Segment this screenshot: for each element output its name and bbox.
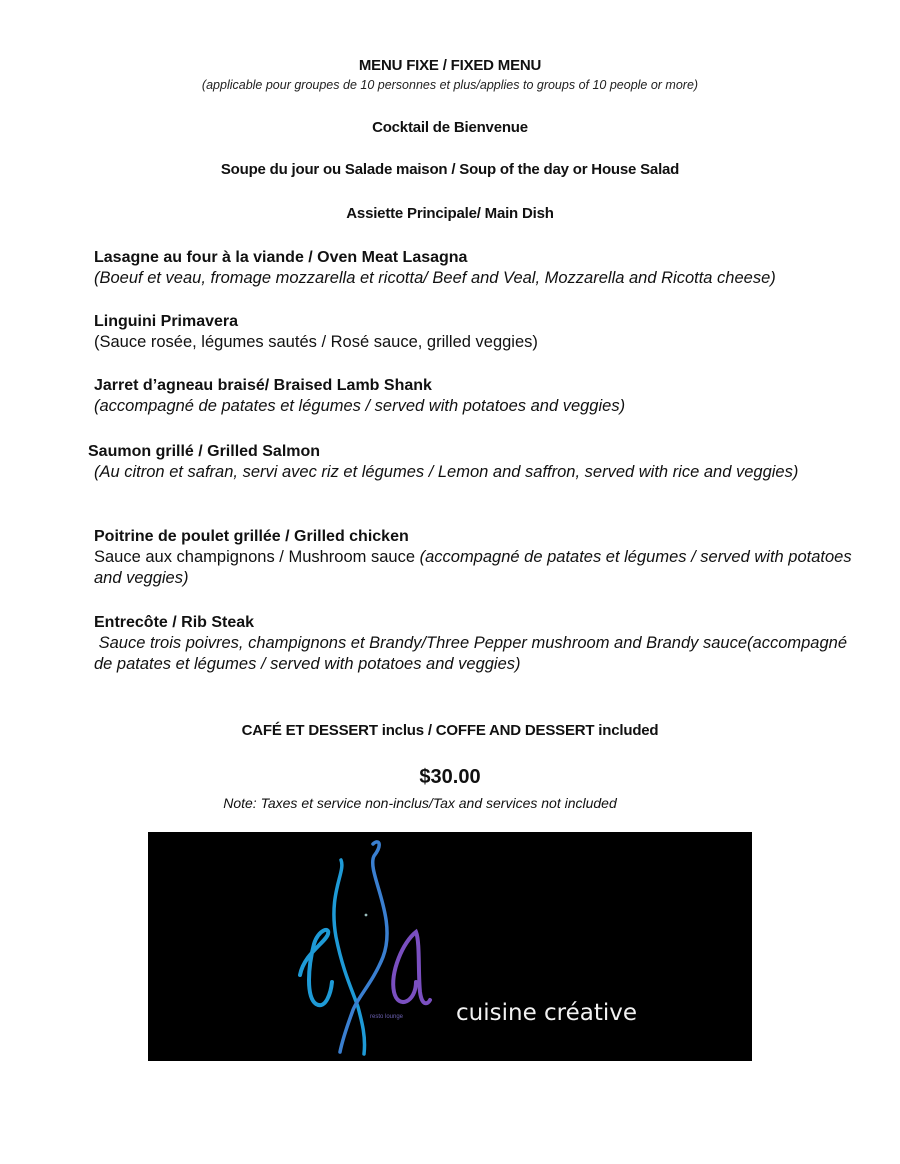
dish-name: Poitrine de poulet grillée / Grilled chicken xyxy=(94,528,409,545)
tagline: cuisine créative xyxy=(456,1000,638,1026)
menu-title: MENU FIXE / FIXED MENU xyxy=(358,57,542,74)
price: $30.00 xyxy=(419,766,481,788)
dessert-line: CAFÉ ET DESSERT inclus / COFFE AND DESSERT included xyxy=(241,722,659,739)
menu-subtitle: (applicable pour groupes de 10 personnes et plus/applies to groups of 10 people or more) xyxy=(201,78,699,92)
dish-description: (Boeuf et veau, fromage mozzarella et ricotta/ Beef and Veal, Mozzarella and Ricotta cheese) xyxy=(94,269,776,287)
dish-name: Linguini Primavera xyxy=(94,313,239,330)
dish-lamb xyxy=(94,375,854,417)
dish-description xyxy=(94,547,854,589)
dish-lasagna xyxy=(94,247,854,289)
dish-chicken xyxy=(94,526,854,589)
logo-banner xyxy=(148,832,752,1061)
dish-description: (accompagné de patates et légumes / served with potatoes and veggies) xyxy=(94,397,626,415)
course-welcome: Cocktail de Bienvenue xyxy=(372,119,528,136)
tax-note: Note: Taxes et service non-inclus/Tax and services not included xyxy=(223,795,617,811)
dish-rib-steak xyxy=(94,612,854,675)
dish-sides: (accompagné de patates et légumes / served with potatoes and veggies) xyxy=(94,548,852,587)
dish-name: Lasagne au four à la viande / Oven Meat Lasagna xyxy=(94,249,468,266)
dish-description: Sauce trois poivres, champignons et Brandy/Three Pepper mushroom and Brandy sauce(accompagné de patates et légumes / served with potatoes and veggies) xyxy=(94,634,852,673)
dish-name: Saumon grillé / Grilled Salmon xyxy=(88,443,321,460)
eva-logo-icon xyxy=(148,832,752,1061)
dish-sauce: Sauce aux champignons / Mushroom sauce xyxy=(94,548,420,566)
dish-description: (Au citron et safran, servi avec riz et légumes / Lemon and saffron, served with rice and veggies) xyxy=(94,463,799,481)
course-starter: Soupe du jour ou Salade maison / Soup of the day or House Salad xyxy=(220,161,680,178)
dish-name: Entrecôte / Rib Steak xyxy=(94,614,255,631)
dish-description: (Sauce rosée, légumes sautés / Rosé sauce, grilled veggies) xyxy=(94,333,538,351)
resto-lounge-label: resto lounge xyxy=(370,1014,404,1020)
dish-salmon xyxy=(88,441,808,483)
dish-linguini xyxy=(94,311,854,353)
course-main-heading: Assiette Principale/ Main Dish xyxy=(346,205,554,222)
dish-name: Jarret d’agneau braisé/ Braised Lamb Shank xyxy=(94,377,432,394)
